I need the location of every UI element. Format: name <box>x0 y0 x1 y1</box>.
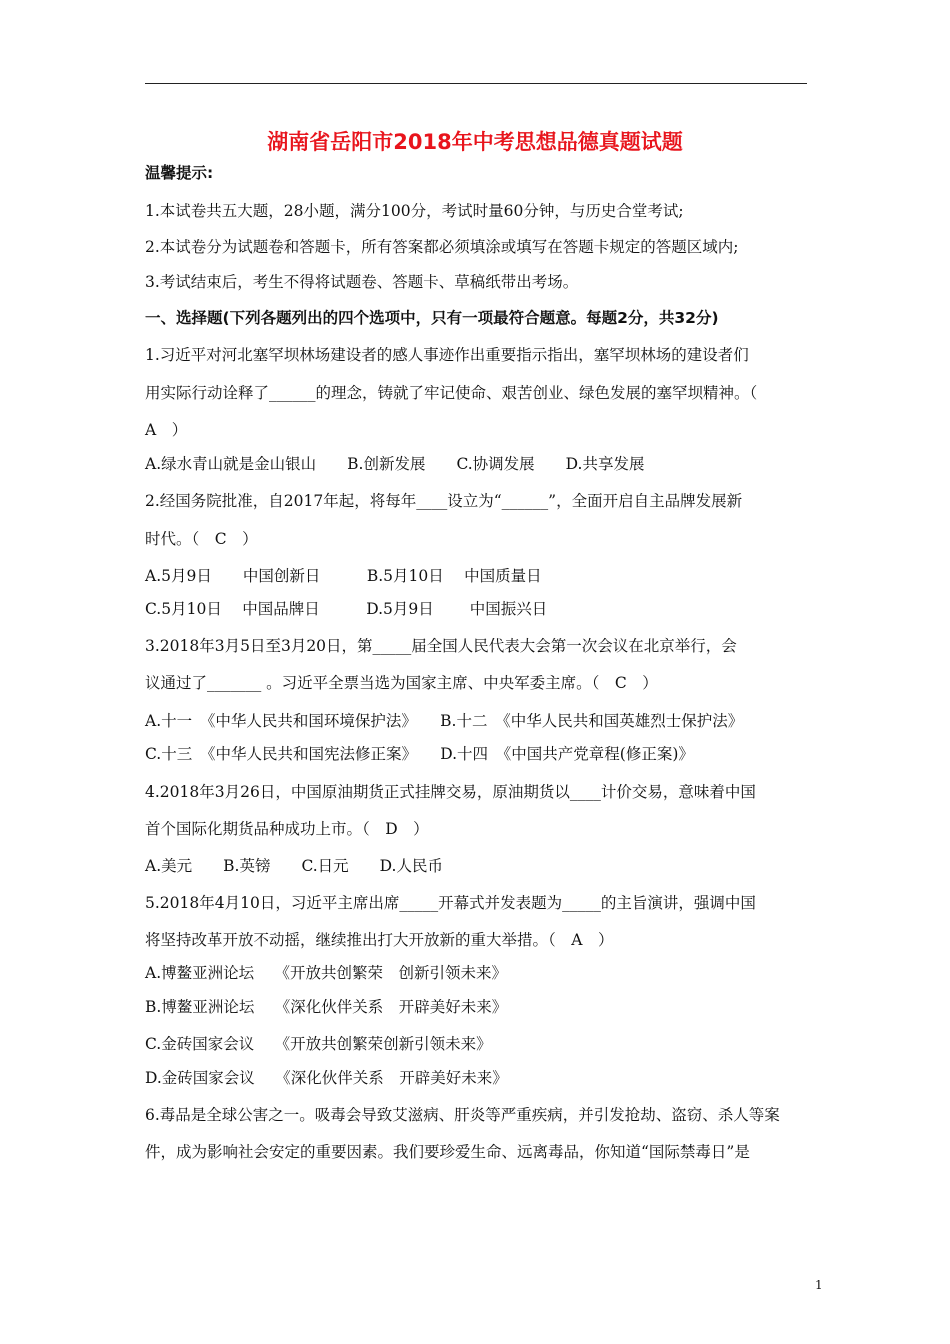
question-line: 件，成为影响社会安定的重要因素。我们要珍爱生命、远离毒品，你知道“国际禁毒日”是 <box>145 1143 750 1161</box>
answer-line: A ） <box>145 421 188 439</box>
question-line: 议通过了_______ 。习近平全票当选为国家主席、中央军委主席。（ C ） <box>145 674 658 692</box>
question-line: 3.2018年3月5日至3月20日，第_____届全国人民代表大会第一次会议在北京举行，会 <box>145 637 737 655</box>
question-line: 用实际行动诠释了______的理念，铸就了牢记使命、艰苦创业、绿色发展的塞罕坝精神。（ <box>145 384 758 402</box>
option-line: A.5月9日 中国创新日 B.5月10日 中国质量日 <box>145 567 542 585</box>
question-line: 将坚持改革开放不动摇，继续推出打大开放新的重大举措。（ A ） <box>145 931 614 949</box>
tip-line: 3.考试结束后，考生不得将试题卷、答题卡、草稿纸带出考场。 <box>145 273 579 291</box>
question-line: 首个国际化期货品种成功上市。（ D ） <box>145 820 429 838</box>
option-line: B.博鳌亚洲论坛 《深化伙伴关系 开辟美好未来》 <box>145 998 508 1016</box>
question-line: 5.2018年4月10日，习近平主席出席_____开幕式并发表题为_____的主旨演讲，强调中国 <box>145 894 756 912</box>
option-line: A.美元 B.英镑 C.日元 D.人民币 <box>145 857 443 875</box>
option-line: C.5月10日 中国品牌日 D.5月9日 中国振兴日 <box>145 600 548 618</box>
option-line: A.十一 《中华人民共和国环境保护法》 B.十二 《中华人民共和国英雄烈士保护法》 <box>145 712 744 730</box>
option-line: C.十三 《中华人民共和国宪法修正案》 D.十四 《中国共产党章程(修正案)》 <box>145 745 694 763</box>
question-line: 6.毒品是全球公害之一。吸毒会导致艾滋病、肝炎等严重疾病，并引发抢劫、盗窃、杀人等案 <box>145 1106 780 1124</box>
option-line: D.金砖国家会议 《深化伙伴关系 开辟美好未来》 <box>145 1069 508 1087</box>
tips-heading: 温馨提示: <box>145 164 214 182</box>
tip-line: 2.本试卷分为试题卷和答题卡，所有答案都必须填涂或填写在答题卡规定的答题区域内; <box>145 238 739 256</box>
question-line: 1.习近平对河北塞罕坝林场建设者的感人事迹作出重要指示指出，塞罕坝林场的建设者们 <box>145 346 749 364</box>
page-title: 湖南省岳阳市2018年中考思想品德真题试题 <box>267 130 683 154</box>
page-number: 1 <box>815 1278 823 1292</box>
question-line: 4.2018年3月26日，中国原油期货正式挂牌交易，原油期货以____计价交易，意味着中国 <box>145 783 756 801</box>
question-line: 2.经国务院批准，自2017年起，将每年____设立为“______”，全面开启自主品牌发展新 <box>145 492 743 510</box>
option-line: A.绿水青山就是金山银山 B.创新发展 C.协调发展 D.共享发展 <box>145 455 645 473</box>
header-rule <box>145 83 807 84</box>
tip-line: 1.本试卷共五大题，28小题，满分100分，考试时量60分钟，与历史合堂考试; <box>145 202 684 220</box>
section-heading: 一、选择题(下列各题列出的四个选项中，只有一项最符合题意。每题2分，共32分) <box>145 309 719 327</box>
question-line: 时代。（ C ） <box>145 530 258 548</box>
option-line: C.金砖国家会议 《开放共创繁荣创新引领未来》 <box>145 1035 492 1053</box>
option-line: A.博鳌亚洲论坛 《开放共创繁荣 创新引领未来》 <box>145 964 508 982</box>
